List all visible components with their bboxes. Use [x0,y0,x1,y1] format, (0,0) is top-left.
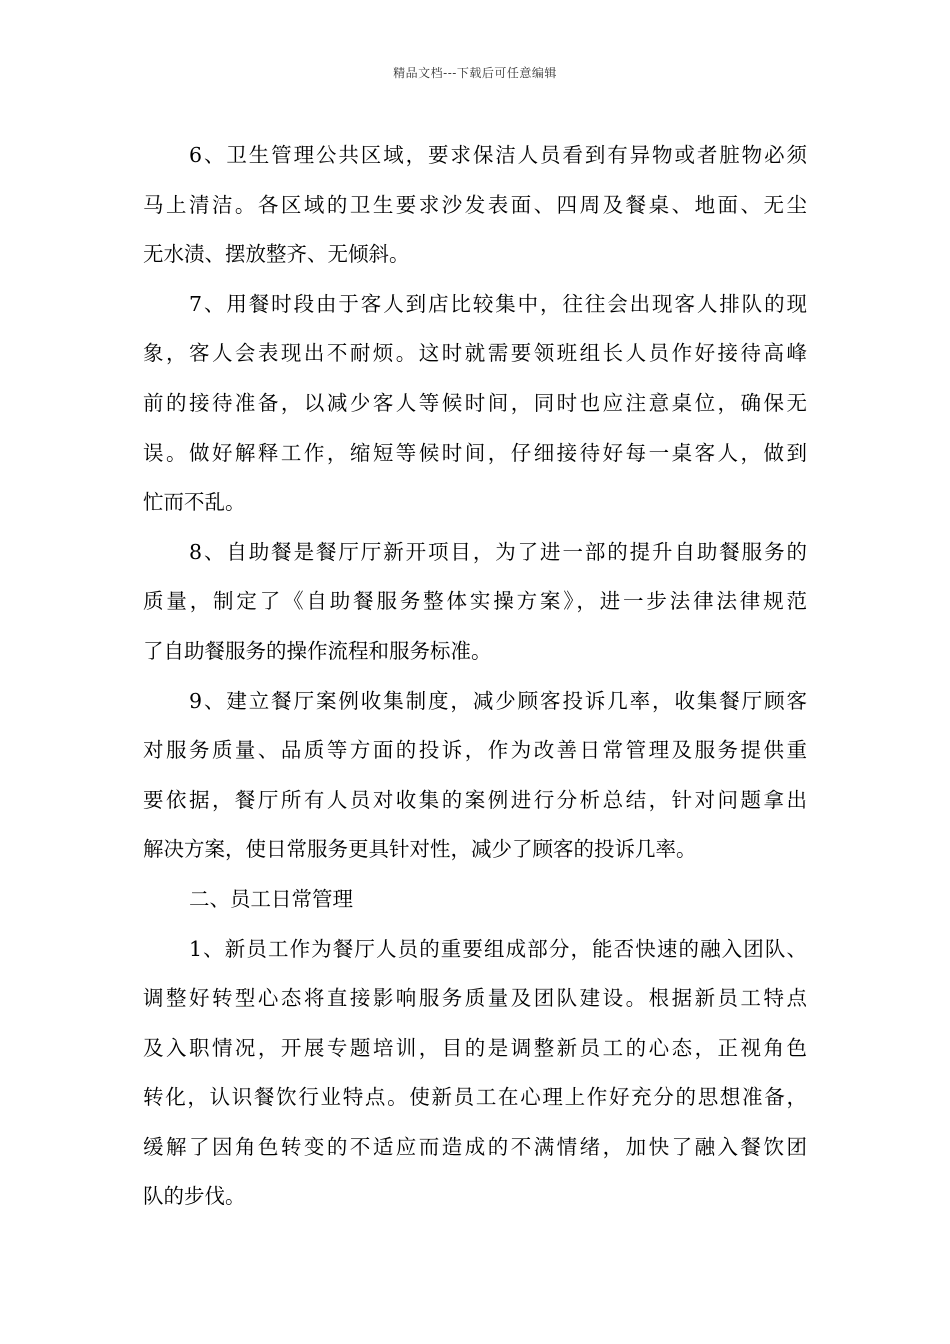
text-line: 7、用餐时段由于客人到店比较集中，往往会出现客人排队的现 [189,291,807,316]
text-line: 及入职情况，开展专题培训，目的是调整新员工的心态，正视角色 [143,1035,807,1060]
text-line: 质量，制定了《自助餐服务整体实操方案》，进一步法律法律规范 [143,589,807,614]
text-line: 对服务质量、品质等方面的投诉，作为改善日常管理及服务提供重 [143,738,807,763]
paragraph [143,280,807,528]
page-header: 精品文档---下载后可任意编辑 [393,66,557,80]
heading-text: 二、员工日常管理 [189,886,353,911]
paragraph [143,677,807,875]
text-line: 调整好转型心态将直接影响服务质量及团队建设。根据新员工特点 [143,986,807,1011]
text-line: 误。做好解释工作，缩短等候时间，仔细接待好每一桌客人，做到 [143,440,807,465]
text-line: 转化，认识餐饮行业特点。使新员工在心理上作好充分的思想准备， [143,1085,807,1110]
text-line: 6、卫生管理公共区域，要求保洁人员看到有异物或者脏物必须 [189,143,807,167]
paragraph [143,131,807,280]
text-line: 解决方案，使日常服务更具针对性，减少了顾客的投诉几率。 [143,837,697,862]
text-line: 缓解了因角色转变的不适应而造成的不满情绪，加快了融入餐饮团 [143,1134,807,1159]
text-line: 象，客人会表现出不耐烦。这时就需要领班组长人员作好接待高峰 [143,341,807,366]
text-line: 无水渍、摆放整齐、无倾斜。 [143,242,410,267]
text-line: 9、建立餐厅案例收集制度，减少顾客投诉几率，收集餐厅顾客 [189,688,807,713]
text-line: 8、自助餐是餐厅厅新开项目，为了进一部的提升自助餐服务的 [189,539,807,564]
section-heading [143,875,807,925]
text-line: 了自助餐服务的操作流程和服务标准。 [143,638,492,663]
text-line: 马上清洁。各区域的卫生要求沙发表面、四周及餐桌、地面、无尘 [143,192,807,217]
document-body [143,131,807,1222]
paragraph [143,528,807,677]
text-line: 1、新员工作为餐厅人员的重要组成部分，能否快速的融入团队、 [189,936,807,961]
text-line: 前的接待准备，以减少客人等候时间，同时也应注意桌位，确保无 [143,390,807,415]
text-line: 队的步伐。 [143,1184,246,1209]
text-line: 要依据，餐厅所有人员对收集的案例进行分析总结，针对问题拿出 [143,787,807,812]
paragraph [143,925,807,1223]
text-line: 忙而不乱。 [143,490,246,515]
